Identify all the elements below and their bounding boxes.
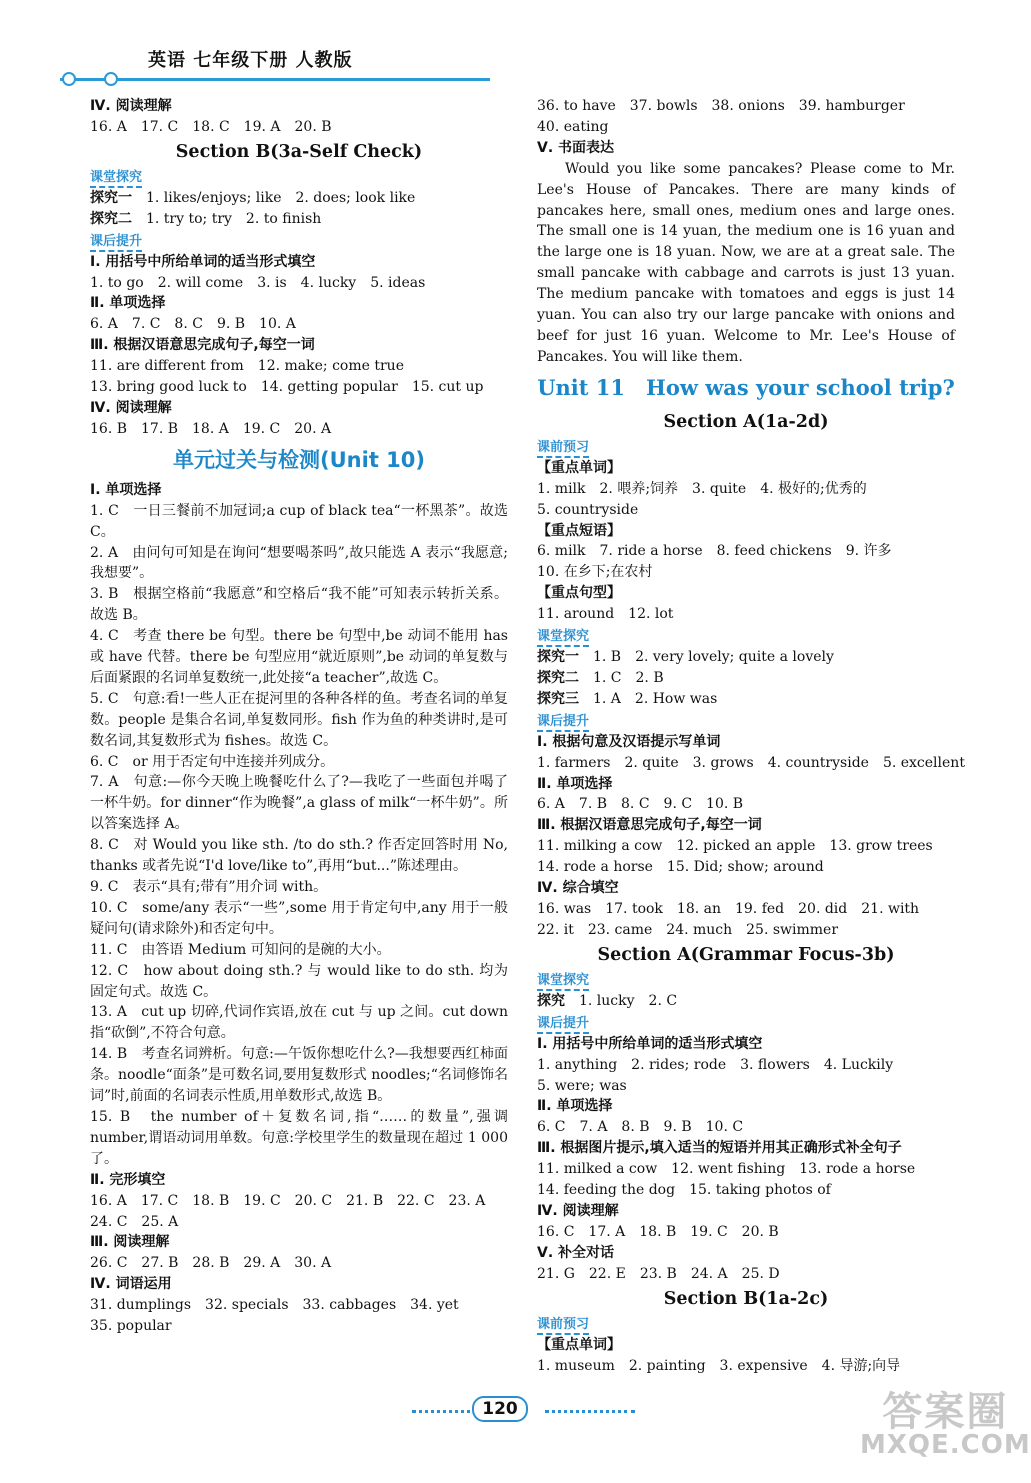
answer-line: 11. milking a cow 12. picked an apple 13. grow trees bbox=[537, 838, 933, 855]
section-heading: Ⅳ. 词语运用 bbox=[90, 1276, 172, 1293]
answer-line: 6. A 7. B 8. C 9. C 10. B bbox=[537, 796, 744, 813]
answer-line: 5. were; was bbox=[537, 1077, 627, 1094]
section-heading: Ⅳ. 阅读理解 bbox=[90, 399, 172, 416]
explanation-item: 14. B 考查名词辨析。句意:—午饭你想吃什么?—我想要西红柿面条。noodle“面条”是可数名词,要用复数形式 noodles;“名词修饰名词”时,前面的名词表示性质,用单数形式,故选 B。 bbox=[90, 1046, 508, 1105]
answer-line: 14. rode a horse 15. Did; show; around bbox=[537, 859, 824, 876]
explanation-item: 4. C 考查 there be 句型。there be 句型中,be 动词不能用 has 或 have 代替。there be 句型应用“就近原则”,be 动词的单复数与后面紧跟的名词单复数统一,此处接“a teacher”,故选 C。 bbox=[90, 628, 508, 686]
unit-title: Unit 11 How was your school trip? bbox=[537, 374, 955, 400]
section-heading: Ⅳ. 阅读理解 bbox=[537, 1202, 619, 1219]
answer-line: 6. C 7. A 8. B 9. B 10. C bbox=[537, 1119, 744, 1136]
section-heading: Ⅰ. 根据句意及汉语提示写单词 bbox=[537, 733, 721, 750]
category-tag: 课前预习 bbox=[537, 1316, 589, 1335]
answer-line: 1. anything 2. rides; rode 3. flowers 4. Luckily bbox=[537, 1056, 894, 1073]
category-tag: 课堂探究 bbox=[90, 169, 142, 188]
answer-line: 31. dumplings 32. specials 33. cabbages 34. yet bbox=[90, 1297, 459, 1314]
category-tag-row bbox=[537, 710, 955, 732]
section-heading: Ⅰ. 单项选择 bbox=[90, 481, 162, 498]
explore-label: 探究 bbox=[537, 992, 565, 1009]
category-tag: 课堂探究 bbox=[537, 972, 589, 991]
explanation-item: 15. B the number of＋复数名词,指“……的数量”,强调 number,谓语动词用单数。句意:学校里学生的数量现在超过 1 000 了。 bbox=[90, 1108, 508, 1167]
section-heading: Ⅲ. 根据图片提示,填入适当的短语并用其正确形式补全句子 bbox=[537, 1140, 902, 1157]
explanation-item: 7. A 句意:—你今天晚上晚餐吃什么了?—我吃了一些面包并喝了一杯牛奶。for dinner“作为晚餐”,a glass of milk“一杯牛奶”。所以答案选择 A。 bbox=[90, 774, 508, 833]
category-tag-row bbox=[537, 436, 955, 458]
section-heading: Ⅱ. 单项选择 bbox=[537, 775, 613, 792]
watermark-cn: 答案圈 bbox=[882, 1389, 1009, 1435]
category-tag: 课后提升 bbox=[90, 233, 142, 252]
answer-line: 21. G 22. E 23. B 24. A 25. D bbox=[537, 1265, 780, 1282]
answer-line: 11. milked a cow 12. went fishing 13. rode a horse bbox=[537, 1161, 916, 1178]
explore-line bbox=[90, 209, 508, 230]
explanation-item: 10. C some/any 表示“一些”,some 用于肯定句中,any 用于一般疑问句(请求除外)和否定句中。 bbox=[90, 899, 508, 937]
answer-line: 16. was 17. took 18. an 19. fed 20. did 21. with bbox=[537, 901, 920, 917]
explore-answers: 1. likes/enjoys; like 2. does; look like bbox=[132, 189, 416, 206]
footer-dots-right bbox=[545, 1410, 635, 1413]
section-title: Section A(1a-2d) bbox=[663, 411, 829, 432]
category-tag-row bbox=[537, 625, 955, 647]
explore-line bbox=[537, 647, 955, 668]
category-tag-row bbox=[537, 969, 955, 991]
page-number-footer bbox=[0, 1396, 1000, 1422]
explanation-item: 6. C or 用于否定句中连接并列成分。 bbox=[90, 753, 335, 770]
answer-line: 13. bring good luck to 14. getting popular 15. cut up bbox=[90, 379, 484, 396]
answer-line: 16. A 17. C 18. C 19. A 20. B bbox=[90, 118, 332, 135]
explanation-item: 3. B 根据空格前“我愿意”和空格后“我不能”可知表示转折关系。故选 B。 bbox=[90, 586, 508, 624]
explore-line bbox=[90, 188, 508, 209]
explanation-item: 13. A cut up 切碎,代词作宾语,放在 cut 与 up 之间。cut down 指“砍倒”,不符合句意。 bbox=[90, 1004, 508, 1042]
answer-line: 6. A 7. C 8. C 9. B 10. A bbox=[90, 316, 296, 333]
left-column bbox=[90, 96, 508, 1337]
watermark-en: MXQE.COM bbox=[860, 1430, 1031, 1460]
category-tag-row bbox=[90, 230, 508, 252]
explanation-item: 8. C 对 Would you like sth. /to do sth.? 作否定回答时用 No, thanks 或者先说“I'd love/like to”,再用“but...”陈述理由。 bbox=[90, 837, 508, 875]
answer-line: 35. popular bbox=[90, 1318, 172, 1335]
answer-line: 6. milk 7. ride a horse 8. feed chickens 9. 许多 bbox=[537, 543, 892, 560]
answer-line: 16. B 17. B 18. A 19. C 20. A bbox=[90, 420, 332, 437]
section-heading: Ⅲ. 阅读理解 bbox=[90, 1234, 170, 1251]
explanation-item: 9. C 表示“具有;带有”用介词 with。 bbox=[90, 879, 328, 895]
unit-title: 单元过关与检测(Unit 10) bbox=[173, 447, 425, 472]
explore-label: 探究一 bbox=[537, 649, 579, 666]
category-tag-row bbox=[537, 1012, 955, 1034]
answer-line: 14. feeding the dog 15. taking photos of bbox=[537, 1182, 831, 1199]
answer-line: 1. milk 2. 喂养;饲养 3. quite 4. 极好的;优秀的 bbox=[537, 480, 867, 497]
category-tag-row bbox=[537, 1313, 955, 1335]
answer-line: 24. C 25. A bbox=[90, 1213, 179, 1230]
category-tag: 课后提升 bbox=[537, 713, 589, 732]
category-tag: 课后提升 bbox=[537, 1015, 589, 1034]
explore-line bbox=[537, 668, 955, 689]
section-heading: Ⅱ. 单项选择 bbox=[90, 295, 166, 312]
explanation-item: 1. C 一日三餐前不加冠词;a cup of black tea“一杯黑茶”。故选 C。 bbox=[90, 502, 508, 540]
explanation-item: 2. A 由问句可知是在询问“想要喝茶吗”,故只能选 A 表示“我愿意;我想要”。 bbox=[90, 544, 508, 582]
answer-line: 26. C 27. B 28. B 29. A 30. A bbox=[90, 1255, 332, 1272]
explore-answers: 1. B 2. very lovely; quite a lovely bbox=[579, 649, 834, 666]
section-heading: Ⅲ. 根据汉语意思完成句子,每空一词 bbox=[537, 817, 762, 834]
bracket-heading: 【重点短语】 bbox=[537, 522, 621, 539]
explore-answers: 1. A 2. How was bbox=[579, 690, 718, 707]
section-heading: Ⅳ. 综合填空 bbox=[537, 880, 619, 897]
section-heading: Ⅴ. 书面表达 bbox=[537, 139, 615, 156]
book-title: 英语 七年级下册 人教版 bbox=[148, 50, 353, 71]
explanation-item: 11. C 由答语 Medium 可知问的是碗的大小。 bbox=[90, 941, 391, 958]
explore-label: 探究一 bbox=[90, 189, 132, 206]
explore-answers: 1. try to; try 2. to finish bbox=[132, 210, 322, 227]
explore-line bbox=[537, 991, 955, 1012]
section-title: Section B(1a-2c) bbox=[663, 1288, 829, 1309]
answer-line: 36. to have 37. bowls 38. onions 39. hamburger bbox=[537, 98, 905, 114]
answer-line: 1. to go 2. will come 3. is 4. lucky 5. ideas bbox=[90, 274, 426, 291]
bracket-heading: 【重点句型】 bbox=[537, 585, 621, 602]
answer-line: 16. A 17. C 18. B 19. C 20. C 21. B 22. C 23. A bbox=[90, 1192, 486, 1209]
category-tag: 课堂探究 bbox=[537, 628, 589, 647]
answer-line: 11. are different from 12. make; come true bbox=[90, 358, 404, 375]
section-heading: Ⅱ. 单项选择 bbox=[537, 1098, 613, 1115]
explore-answers: 1. C 2. B bbox=[579, 669, 664, 686]
category-tag-row bbox=[90, 166, 508, 188]
answer-line: 1. museum 2. painting 3. expensive 4. 导游;向导 bbox=[537, 1357, 901, 1374]
section-heading: Ⅲ. 根据汉语意思完成句子,每空一词 bbox=[90, 337, 315, 354]
section-heading: Ⅰ. 用括号中所给单词的适当形式填空 bbox=[537, 1035, 763, 1052]
explore-line bbox=[537, 689, 955, 710]
section-title: Section A(Grammar Focus-3b) bbox=[597, 944, 895, 965]
explore-label: 探究二 bbox=[537, 669, 579, 686]
header-dot-icon bbox=[62, 72, 76, 86]
answer-line: 1. farmers 2. quite 3. grows 4. countryside 5. excellent bbox=[537, 754, 965, 771]
answer-line: 10. 在乡下;在农村 bbox=[537, 564, 653, 581]
explore-label: 探究三 bbox=[537, 690, 579, 707]
page-header bbox=[0, 0, 1000, 92]
answer-line: 22. it 23. came 24. much 25. swimmer bbox=[537, 921, 839, 938]
explanation-item: 5. C 句意:看!一些人正在捉河里的各种各样的鱼。考查名词的单复数。people 是集合名词,单复数同形。fish 作为鱼的种类讲时,是可数名词,其复数形式为 fishes。故选 C。 bbox=[90, 690, 508, 749]
header-dot-icon bbox=[104, 72, 118, 86]
explanation-item: 12. C how about doing sth.? 与 would like to do sth. 均为固定句式。故选 C。 bbox=[90, 962, 508, 1000]
section-heading: Ⅱ. 完形填空 bbox=[90, 1171, 166, 1188]
explore-answers: 1. lucky 2. C bbox=[565, 992, 678, 1009]
bracket-heading: 【重点单词】 bbox=[537, 459, 621, 476]
watermark-logo bbox=[860, 1389, 1031, 1460]
answer-line: 16. C 17. A 18. B 19. C 20. B bbox=[537, 1223, 779, 1240]
answer-line: 5. countryside bbox=[537, 501, 639, 518]
essay-paragraph: Would you like some pancakes? Please come to Mr. Lee's House of Pancakes. There are many kinds of pancakes here, small ones, medium ones and large ones. The small one is 14 yuan, the medium one is 16 yuan and the large one is 18 yuan. Now, we are at a great sale. The small pancake with cabbage and carrots is just 13 yuan. The medium pancake with tomatoes and eggs is just 14 yuan. You can also try our large pancake with onions and beef for just 16 yuan. Welcome to Mr. Lee's House of Pancakes. You will like them. bbox=[537, 160, 955, 365]
answer-line: 11. around 12. lot bbox=[537, 606, 674, 623]
page-number: 120 bbox=[472, 1396, 528, 1422]
answer-line: 40. eating bbox=[537, 118, 609, 135]
category-tag: 课前预习 bbox=[537, 439, 589, 458]
section-heading: Ⅰ. 用括号中所给单词的适当形式填空 bbox=[90, 253, 316, 270]
header-rule bbox=[60, 78, 490, 81]
right-column bbox=[537, 96, 965, 1376]
section-title: Section B(3a-Self Check) bbox=[175, 141, 423, 162]
bracket-heading: 【重点单词】 bbox=[537, 1336, 621, 1353]
section-heading: Ⅴ. 补全对话 bbox=[537, 1244, 615, 1261]
section-heading: Ⅳ. 阅读理解 bbox=[90, 98, 172, 114]
explore-label: 探究二 bbox=[90, 210, 132, 227]
